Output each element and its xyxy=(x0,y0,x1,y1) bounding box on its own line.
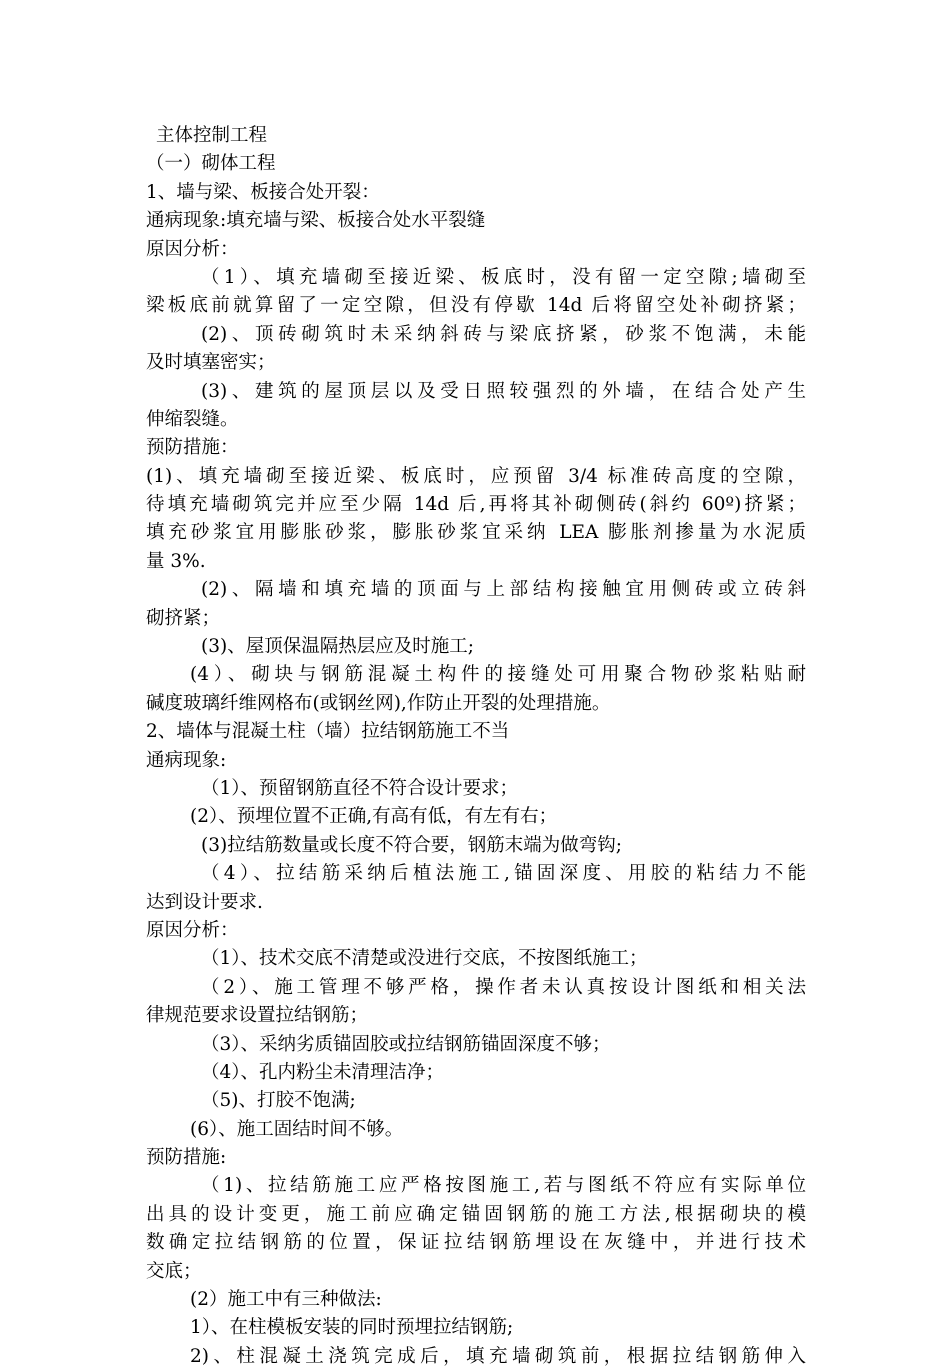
paragraph-line: 数确定拉结钢筋的位置，保证拉结钢筋埋设在灰缝中，并进行技术 xyxy=(146,1232,806,1254)
paragraph-line: (3)、屋顶保温隔热层应及时施工; xyxy=(201,636,474,658)
paragraph-line: 预防措施: xyxy=(146,1147,227,1169)
paragraph-line: （1）、填充墙砌至接近梁、板底时，没有留一定空隙;墙砌至 xyxy=(201,266,806,288)
paragraph-line: (2)、顶砖砌筑时未采纳斜砖与梁底挤紧，砂浆不饱满，未能 xyxy=(201,323,806,345)
paragraph-line: 砌挤紧； xyxy=(146,607,221,629)
document-body xyxy=(146,179,806,1371)
paragraph-line: (2）、预埋位置不正确,有高有低，有左有右； xyxy=(190,806,558,828)
paragraph-line: （5)、打胶不饱满; xyxy=(201,1090,356,1112)
paragraph-line: （4）、拉结筋采纳后植法施工,锚固深度、用胶的粘结力不能 xyxy=(201,863,806,885)
paragraph-line: 预防措施： xyxy=(146,437,239,459)
paragraph-line: （2）、施工管理不够严格，操作者未认真按设计图纸和相关法 xyxy=(201,976,806,998)
paragraph-line: 填充砂浆宜用膨胀砂浆，膨胀砂浆宜采纳 LEA 膨胀剂掺量为水泥质 xyxy=(146,522,806,544)
paragraph-line: 1、墙与梁、板接合处开裂： xyxy=(146,181,380,203)
document-page xyxy=(146,122,806,1371)
paragraph-line: 伸缩裂缝。 xyxy=(146,408,239,430)
paragraph-line: 原因分析： xyxy=(146,238,239,260)
paragraph-line: 及时填塞密实； xyxy=(146,352,276,374)
paragraph-line: 待填充墙砌筑完并应至少隔 14d 后,再将其补砌侧砖(斜约 60º)挤紧； xyxy=(146,494,806,516)
paragraph-line: (3)、建筑的屋顶层以及受日照较强烈的外墙，在结合处产生 xyxy=(201,380,806,402)
paragraph-line: 出具的设计变更，施工前应确定锚固钢筋的施工方法,根据砌块的模 xyxy=(146,1203,806,1225)
paragraph-line: 梁板底前就算留了一定空隙，但没有停歇 14d 后将留空处补砌挤紧； xyxy=(146,295,806,317)
paragraph-line: (2）施工中有三种做法: xyxy=(190,1289,382,1311)
paragraph-line: （1）、技术交底不清楚或没进行交底，不按图纸施工； xyxy=(201,948,648,970)
paragraph-line: (2)、隔墙和填充墙的顶面与上部结构接触宜用侧砖或立砖斜 xyxy=(201,579,806,601)
paragraph-line: 通病现象: xyxy=(146,749,227,771)
paragraph-line: 原因分析： xyxy=(146,919,239,941)
paragraph-line: (3)拉结筋数量或长度不符合要，钢筋末端为做弯钩; xyxy=(201,834,622,856)
paragraph-line: 2、墙体与混凝土柱（墙）拉结钢筋施工不当 xyxy=(146,721,510,743)
paragraph-line: 碱度玻璃纤维网格布(或钢丝网),作防止开裂的处理措施。 xyxy=(146,692,611,714)
paragraph-line: 律规范要求设置拉结钢筋； xyxy=(146,1005,369,1027)
paragraph-line: (6）、施工固结时间不够。 xyxy=(190,1118,404,1140)
paragraph-line: 2)、柱混凝土浇筑完成后，填充墙砌筑前，根据拉结钢筋伸入 xyxy=(190,1345,806,1367)
paragraph-line: 交底； xyxy=(146,1260,202,1282)
section-heading: （一）砌体工程 xyxy=(146,153,276,175)
document-title: 主体控制工程 xyxy=(156,125,268,146)
paragraph-line: (4）、砌块与钢筋混凝土构件的接缝处可用聚合物砂浆粘贴耐 xyxy=(190,664,806,686)
paragraph-line: （1)、拉结筋施工应严格按图施工,若与图纸不符应有实际单位 xyxy=(201,1175,806,1197)
paragraph-line: （4）、孔内粉尘未清理洁净； xyxy=(201,1061,445,1083)
paragraph-line: 达到设计要求. xyxy=(146,891,263,913)
paragraph-line: 量 3%. xyxy=(146,550,206,572)
paragraph-line: （1）、预留钢筋直径不符合设计要求； xyxy=(201,777,519,799)
paragraph-line: 通病现象:填充墙与梁、板接合处水平裂缝 xyxy=(146,210,486,232)
paragraph-line: (1)、填充墙砌至接近梁、板底时，应预留 3/4 标准砖高度的空隙， xyxy=(146,465,806,487)
paragraph-line: 1）、在柱模板安装的同时预埋拉结钢筋; xyxy=(190,1317,514,1339)
paragraph-line: （3）、采纳劣质锚固胶或拉结钢筋锚固深度不够； xyxy=(201,1033,611,1055)
